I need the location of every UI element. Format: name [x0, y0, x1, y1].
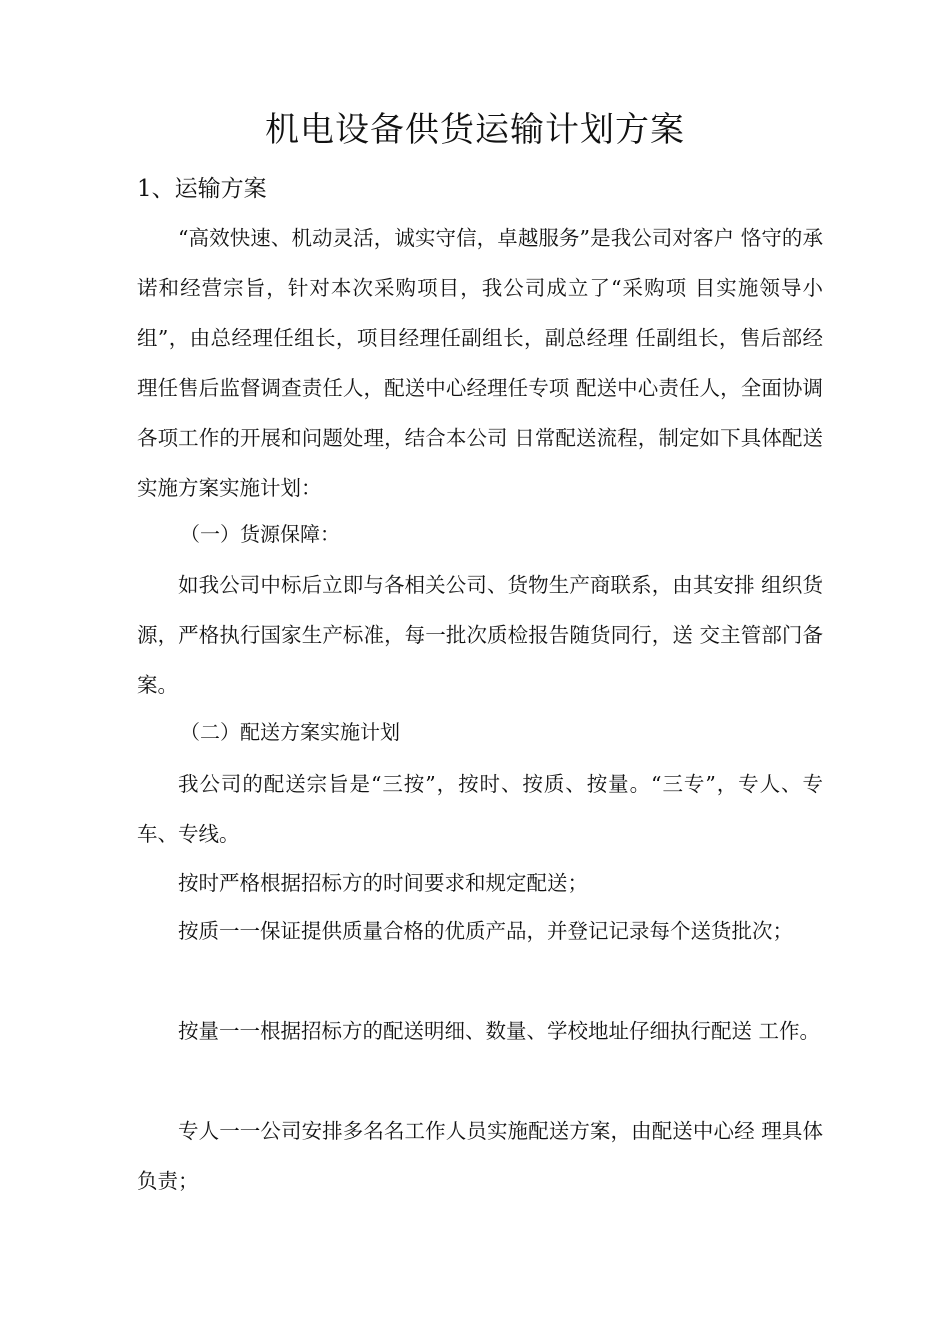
paragraph-on-quality: 按质一一保证提供质量合格的优质产品，并登记记录每个送货批次； — [178, 919, 793, 943]
paragraph-supply-guarantee: 如我公司中标后立即与各相关公司、货物生产商联系，由其安排 组织货源，严格执行国家生产标准，每一批次质检报告随货同行，送 交主管部门备案。 — [137, 573, 823, 697]
paragraph-delivery-principle: 我公司的配送宗旨是“三按”，按时、按质、按量。“三专”，专人、专车、专线。 — [137, 772, 823, 846]
paragraph-dedicated-staff: 专人一一公司安排多名名工作人员实施配送方案，由配送中心经 理具体负责； — [137, 1119, 823, 1193]
document-title: 机电设备供货运输计划方案 — [265, 110, 685, 150]
paragraph-intro: “高效快速、机动灵活，诚实守信，卓越服务”是我公司对客户 恪守的承诺和经营宗旨，针对本次采购项目，我公司成立了“采购项 目实施领导小组”，由总经理任组长，项目经理任副组长，副总经理 任副组长，售后部经理任售后监督调查责任人，配送中心经理任专项 配送中心责任人，全面协调各项工作的开展和问题处理，结合本公司 日常配送流程，制定如下具体配送实施方案实施计划： — [137, 226, 823, 500]
paragraph-on-time: 按时严格根据招标方的时间要求和规定配送； — [178, 871, 588, 895]
section-heading: 1、运输方案 — [137, 176, 267, 202]
subheading-delivery-plan: （二）配送方案实施计划 — [180, 720, 400, 744]
paragraph-on-quantity: 按量一一根据招标方的配送明细、数量、学校地址仔细执行配送 工作。 — [178, 1019, 821, 1043]
subheading-supply-guarantee: （一）货源保障： — [180, 522, 340, 546]
